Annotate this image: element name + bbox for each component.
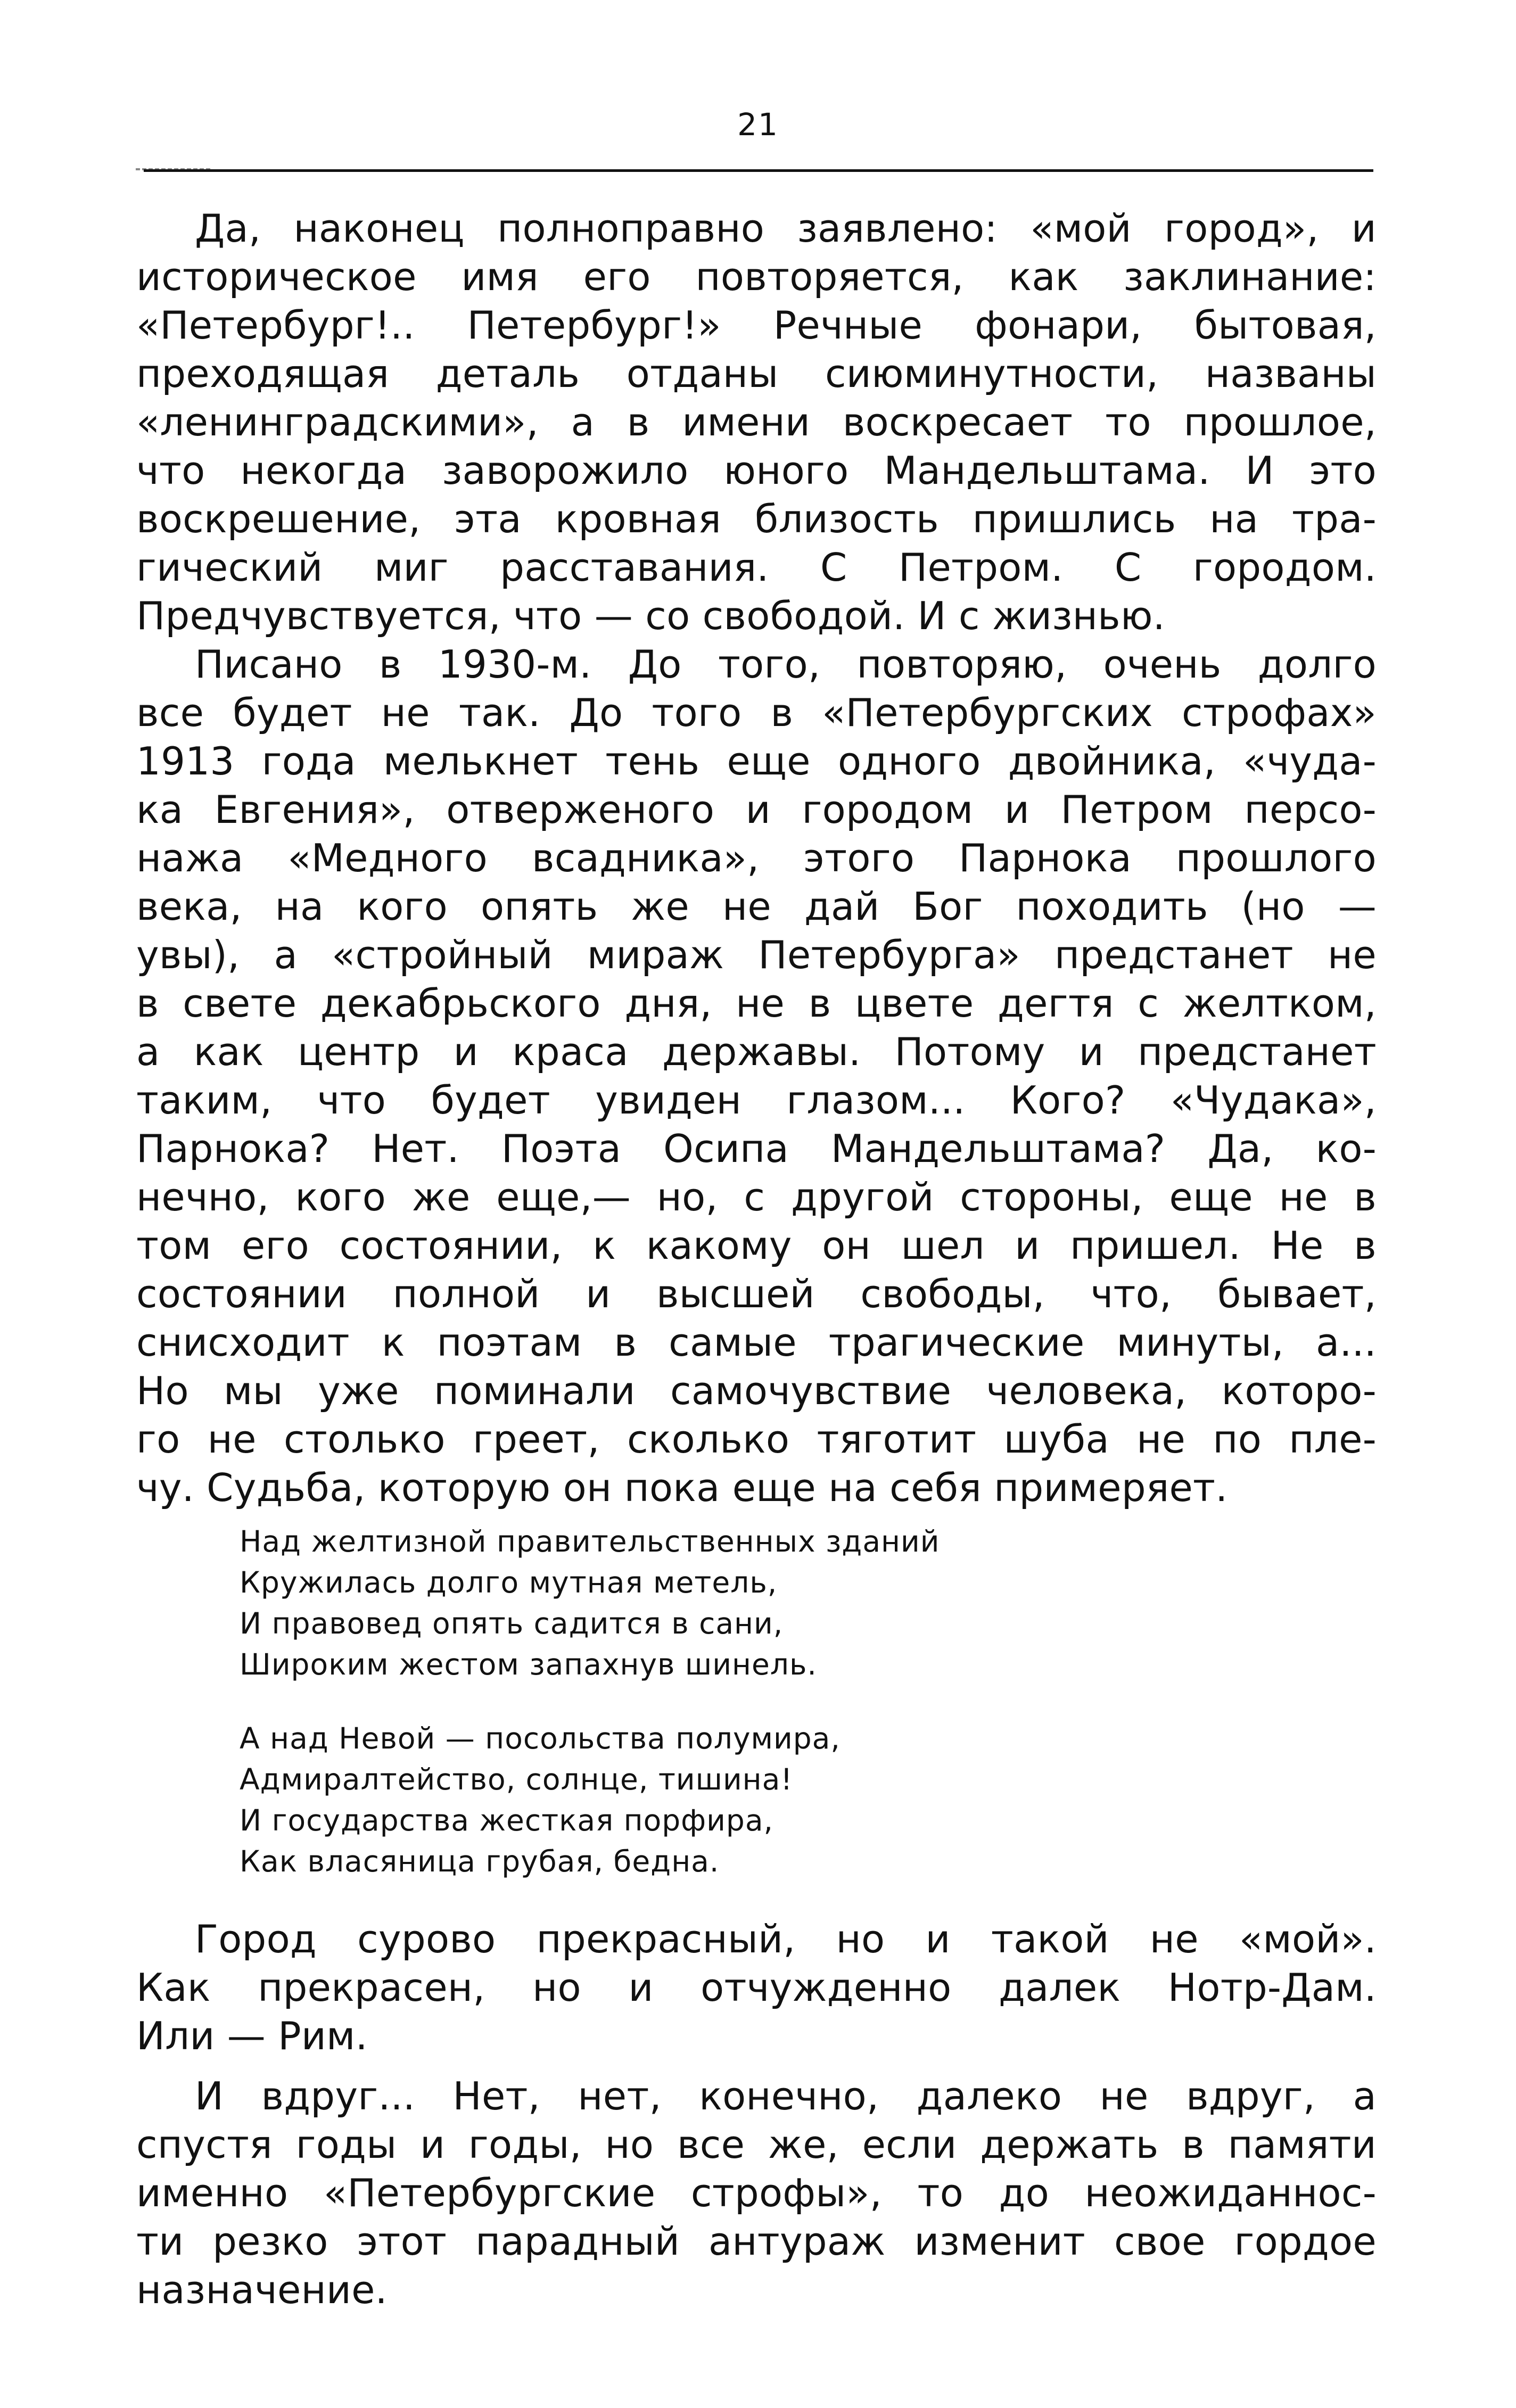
text-line: Писано в 1930-м. До того, повторяю, очень долго [195, 642, 1377, 687]
text-line: Как прекрасен, но и отчужденно далек Нотр-Дам. [136, 1965, 1377, 2010]
text-line: века, на кого опять же не дай Бог походить (но — [136, 884, 1377, 929]
text-line: все будет не так. До того в «Петербургских строфах» [136, 690, 1377, 735]
poem-line: И правовед опять садится в сани, [240, 1606, 784, 1640]
poem-line: Над желтизной правительственных зданий [240, 1524, 940, 1558]
poem-line: Адмиралтейство, солнце, тишина! [240, 1762, 793, 1796]
text-line: го не столько греет, сколько тяготит шуба не по пле- [136, 1417, 1377, 1462]
poem-line: Как власяница грубая, бедна. [240, 1844, 720, 1878]
text-line: том его состоянии, к какому он шел и пришел. Не в [136, 1223, 1377, 1268]
text-line: чу. Судьба, которую он пока еще на себя примеряет. [136, 1465, 1228, 1510]
text-line: снисходит к поэтам в самые трагические минуты, а... [136, 1320, 1377, 1365]
text-line: назначение. [136, 2267, 388, 2312]
text-line: гический миг расставания. С Петром. С городом. [136, 545, 1377, 590]
text-line: ти резко этот парадный антураж изменит свое гордое [136, 2219, 1377, 2264]
text-line: воскрешение, эта кровная близость пришлись на тра- [136, 497, 1377, 541]
poem-line: Широким жестом запахнув шинель. [240, 1647, 817, 1681]
text-line: преходящая деталь отданы сиюминутности, названы [136, 351, 1377, 396]
poem-line: Кружилась долго мутная метель, [240, 1565, 778, 1599]
text-line: Или — Рим. [136, 2014, 368, 2058]
text-line: «ленинградскими», а в имени воскресает то прошлое, [136, 400, 1377, 444]
closing-paragraph-2 [136, 2072, 1377, 2314]
text-line: ка Евгения», отверженого и городом и Петром персо- [136, 787, 1377, 832]
paragraph-2 [136, 640, 1377, 1512]
text-line: Парнока? Нет. Поэта Осипа Мандельштама? Да, ко- [136, 1126, 1377, 1171]
header-rule [144, 169, 1373, 172]
page-number: 21 [737, 106, 779, 143]
text-line: историческое имя его повторяется, как заклинание: [136, 254, 1377, 299]
poem-line: А над Невой — посольства полумира, [240, 1721, 841, 1755]
text-line: И вдруг... Нет, нет, конечно, далеко не вдруг, а [195, 2074, 1377, 2118]
text-line: именно «Петербургские строфы», то до неожиданнос- [136, 2171, 1377, 2215]
text-line: что некогда заворожило юного Мандельштама. И это [136, 448, 1377, 493]
text-line: 1913 года мелькнет тень еще одного двойника, «чуда- [136, 739, 1377, 784]
text-line: спустя годы и годы, но все же, если держать в памяти [136, 2122, 1377, 2167]
closing-paragraph-1 [136, 1915, 1377, 2060]
text-line [136, 204, 1377, 253]
text-line: «Петербург!.. Петербург!» Речные фонари, бытовая, [136, 303, 1377, 348]
text-line: таким, что будет увиден глазом... Кого? «Чудака», [136, 1078, 1377, 1123]
text-line: Город сурово прекрасный, но и такой не «мой». [195, 1917, 1377, 1961]
text-line: Предчувствуется, что — со свободой. И с жизнью. [136, 593, 1165, 638]
text-line: нечно, кого же еще,— но, с другой стороны, еще не в [136, 1175, 1377, 1219]
paragraph-1 [136, 204, 1377, 640]
text-line: а как центр и краса державы. Потому и предстанет [136, 1029, 1377, 1074]
text-line: увы), а «стройный мираж Петербурга» предстанет не [136, 933, 1377, 977]
line-text: Да, наконец полноправно заявлено: «мой город», и [195, 206, 1377, 251]
poem-stanza-1 [240, 1521, 1304, 1685]
text-line: нажа «Медного всадника», этого Парнока прошлого [136, 836, 1377, 880]
text-line: Но мы уже поминали самочувствие человека, которо- [136, 1368, 1377, 1413]
text-line: состоянии полной и высшей свободы, что, бывает, [136, 1272, 1377, 1316]
poem-line: И государства жесткая порфира, [240, 1803, 774, 1837]
poem-stanza-2 [240, 1718, 1304, 1882]
text-line: в свете декабрьского дня, не в цвете дегтя с желтком, [136, 981, 1377, 1026]
